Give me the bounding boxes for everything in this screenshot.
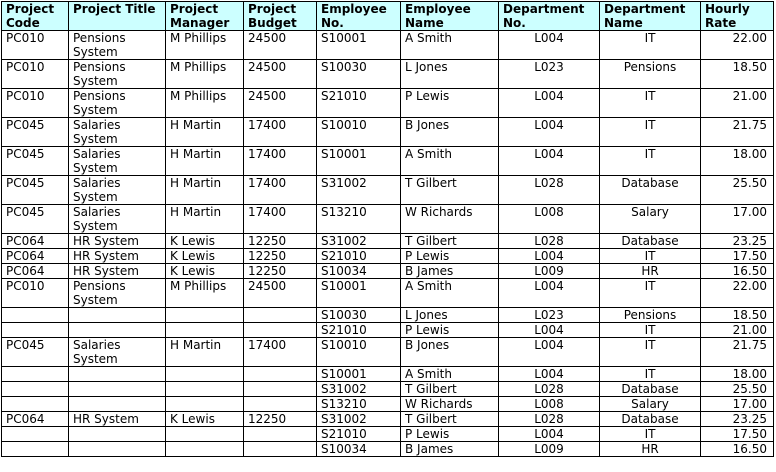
- header-hourly-rate: Hourly Rate: [701, 2, 774, 31]
- cell-employee-name: B James: [401, 264, 499, 279]
- cell-employee-name: T Gilbert: [401, 176, 499, 205]
- cell-department-name: IT: [600, 323, 701, 338]
- table-row: [2, 89, 774, 118]
- cell-department-no: L028: [499, 234, 600, 249]
- table-row: [2, 118, 774, 147]
- cell-department-no: L004: [499, 89, 600, 118]
- cell-department-name: Salary: [600, 205, 701, 234]
- cell-project-budget: [244, 308, 317, 323]
- cell-employee-name: L Jones: [401, 308, 499, 323]
- cell-hourly-rate: 18.00: [701, 367, 774, 382]
- cell-employee-name: L Jones: [401, 60, 499, 89]
- table-body: [2, 31, 774, 457]
- cell-department-no: L009: [499, 264, 600, 279]
- table-row: [2, 412, 774, 427]
- cell-department-no: L004: [499, 118, 600, 147]
- cell-project-budget: [244, 382, 317, 397]
- cell-project-manager: H Martin: [166, 176, 244, 205]
- cell-project-code: [2, 382, 69, 397]
- cell-project-manager: M Phillips: [166, 279, 244, 308]
- cell-project-title: [69, 442, 166, 457]
- cell-project-manager: [166, 442, 244, 457]
- cell-project-code: PC045: [2, 176, 69, 205]
- cell-employee-no: S31002: [317, 176, 401, 205]
- table-row: [2, 427, 774, 442]
- cell-project-code: PC045: [2, 205, 69, 234]
- cell-project-code: PC010: [2, 60, 69, 89]
- cell-employee-no: S13210: [317, 205, 401, 234]
- cell-employee-name: P Lewis: [401, 249, 499, 264]
- cell-hourly-rate: 22.00: [701, 279, 774, 308]
- cell-project-code: [2, 308, 69, 323]
- cell-project-code: [2, 367, 69, 382]
- cell-project-code: PC064: [2, 412, 69, 427]
- cell-hourly-rate: 16.50: [701, 264, 774, 279]
- cell-hourly-rate: 21.75: [701, 338, 774, 367]
- cell-department-no: L028: [499, 412, 600, 427]
- cell-project-code: PC045: [2, 147, 69, 176]
- header-department-name: Department Name: [600, 2, 701, 31]
- cell-project-budget: 17400: [244, 147, 317, 176]
- cell-project-budget: [244, 397, 317, 412]
- header-employee-name: Employee Name: [401, 2, 499, 31]
- cell-project-code: PC064: [2, 249, 69, 264]
- cell-project-budget: [244, 367, 317, 382]
- cell-project-manager: [166, 367, 244, 382]
- cell-project-code: PC064: [2, 234, 69, 249]
- table-header-row: [2, 2, 774, 31]
- cell-project-title: [69, 397, 166, 412]
- cell-project-title: [69, 427, 166, 442]
- cell-project-budget: 24500: [244, 31, 317, 60]
- cell-project-title: Salaries System: [69, 176, 166, 205]
- cell-hourly-rate: 23.25: [701, 234, 774, 249]
- cell-department-name: IT: [600, 427, 701, 442]
- cell-project-manager: H Martin: [166, 118, 244, 147]
- cell-hourly-rate: 17.00: [701, 205, 774, 234]
- table-row: [2, 234, 774, 249]
- table-row: [2, 176, 774, 205]
- cell-employee-no: S10001: [317, 279, 401, 308]
- cell-employee-no: S21010: [317, 249, 401, 264]
- cell-project-budget: 12250: [244, 264, 317, 279]
- header-department-no: Department No.: [499, 2, 600, 31]
- cell-department-name: Database: [600, 382, 701, 397]
- cell-project-budget: 12250: [244, 412, 317, 427]
- cell-employee-no: S21010: [317, 323, 401, 338]
- cell-employee-no: S10001: [317, 147, 401, 176]
- cell-employee-no: S31002: [317, 234, 401, 249]
- cell-project-budget: [244, 442, 317, 457]
- cell-project-title: Salaries System: [69, 118, 166, 147]
- cell-department-no: L008: [499, 397, 600, 412]
- cell-employee-name: B James: [401, 442, 499, 457]
- header-employee-no: Employee No.: [317, 2, 401, 31]
- cell-project-title: Pensions System: [69, 60, 166, 89]
- table-row: [2, 249, 774, 264]
- cell-department-no: L009: [499, 442, 600, 457]
- cell-hourly-rate: 17.50: [701, 427, 774, 442]
- cell-project-title: Salaries System: [69, 205, 166, 234]
- cell-project-manager: K Lewis: [166, 249, 244, 264]
- cell-employee-no: S10010: [317, 118, 401, 147]
- cell-employee-no: S10034: [317, 442, 401, 457]
- cell-hourly-rate: 17.50: [701, 249, 774, 264]
- cell-project-manager: M Phillips: [166, 31, 244, 60]
- table-row: [2, 338, 774, 367]
- cell-employee-no: S21010: [317, 89, 401, 118]
- cell-department-name: IT: [600, 31, 701, 60]
- header-project-manager: Project Manager: [166, 2, 244, 31]
- cell-project-title: Pensions System: [69, 279, 166, 308]
- cell-department-no: L004: [499, 323, 600, 338]
- cell-department-name: Database: [600, 412, 701, 427]
- cell-department-name: Pensions: [600, 60, 701, 89]
- cell-department-name: HR: [600, 264, 701, 279]
- cell-project-manager: M Phillips: [166, 89, 244, 118]
- table-row: [2, 442, 774, 457]
- table-row: [2, 147, 774, 176]
- cell-hourly-rate: 18.50: [701, 60, 774, 89]
- cell-hourly-rate: 16.50: [701, 442, 774, 457]
- cell-project-budget: 24500: [244, 60, 317, 89]
- cell-project-manager: M Phillips: [166, 60, 244, 89]
- cell-department-no: L004: [499, 367, 600, 382]
- cell-department-no: L004: [499, 249, 600, 264]
- cell-employee-no: S10034: [317, 264, 401, 279]
- cell-department-no: L028: [499, 382, 600, 397]
- cell-department-no: L008: [499, 205, 600, 234]
- cell-employee-name: A Smith: [401, 31, 499, 60]
- cell-employee-no: S10010: [317, 338, 401, 367]
- cell-project-title: [69, 308, 166, 323]
- cell-hourly-rate: 18.50: [701, 308, 774, 323]
- cell-project-title: Pensions System: [69, 31, 166, 60]
- cell-project-budget: 12250: [244, 234, 317, 249]
- cell-hourly-rate: 22.00: [701, 31, 774, 60]
- cell-project-manager: [166, 382, 244, 397]
- cell-employee-name: T Gilbert: [401, 234, 499, 249]
- cell-department-no: L004: [499, 427, 600, 442]
- cell-project-title: HR System: [69, 412, 166, 427]
- cell-department-no: L023: [499, 60, 600, 89]
- cell-project-manager: H Martin: [166, 147, 244, 176]
- cell-project-budget: 17400: [244, 338, 317, 367]
- cell-project-budget: 17400: [244, 176, 317, 205]
- cell-project-code: PC010: [2, 89, 69, 118]
- cell-department-name: IT: [600, 118, 701, 147]
- table-row: [2, 382, 774, 397]
- cell-department-no: L023: [499, 308, 600, 323]
- cell-hourly-rate: 23.25: [701, 412, 774, 427]
- cell-project-budget: [244, 323, 317, 338]
- cell-project-manager: [166, 323, 244, 338]
- cell-department-name: IT: [600, 338, 701, 367]
- cell-employee-name: P Lewis: [401, 89, 499, 118]
- cell-hourly-rate: 21.75: [701, 118, 774, 147]
- cell-project-manager: H Martin: [166, 205, 244, 234]
- cell-department-name: IT: [600, 249, 701, 264]
- cell-hourly-rate: 25.50: [701, 382, 774, 397]
- cell-employee-no: S21010: [317, 427, 401, 442]
- cell-employee-no: S10030: [317, 60, 401, 89]
- cell-department-name: IT: [600, 147, 701, 176]
- cell-project-manager: H Martin: [166, 338, 244, 367]
- cell-employee-name: B Jones: [401, 118, 499, 147]
- cell-employee-name: T Gilbert: [401, 412, 499, 427]
- cell-project-manager: K Lewis: [166, 412, 244, 427]
- cell-project-title: [69, 382, 166, 397]
- cell-employee-name: A Smith: [401, 367, 499, 382]
- cell-department-name: IT: [600, 89, 701, 118]
- cell-employee-no: S10001: [317, 367, 401, 382]
- cell-employee-no: S13210: [317, 397, 401, 412]
- cell-project-budget: 24500: [244, 89, 317, 118]
- cell-project-code: PC045: [2, 118, 69, 147]
- header-project-budget: Project Budget: [244, 2, 317, 31]
- cell-department-name: Database: [600, 234, 701, 249]
- cell-project-manager: [166, 397, 244, 412]
- cell-project-code: PC010: [2, 31, 69, 60]
- cell-employee-no: S31002: [317, 412, 401, 427]
- cell-project-manager: [166, 308, 244, 323]
- table-row: [2, 31, 774, 60]
- cell-hourly-rate: 25.50: [701, 176, 774, 205]
- cell-employee-no: S31002: [317, 382, 401, 397]
- cell-employee-name: A Smith: [401, 147, 499, 176]
- cell-department-no: L004: [499, 279, 600, 308]
- cell-employee-name: P Lewis: [401, 323, 499, 338]
- cell-department-name: Database: [600, 176, 701, 205]
- cell-project-manager: K Lewis: [166, 264, 244, 279]
- cell-employee-name: B Jones: [401, 338, 499, 367]
- cell-project-title: [69, 367, 166, 382]
- cell-department-no: L004: [499, 338, 600, 367]
- cell-employee-name: W Richards: [401, 205, 499, 234]
- table-row: [2, 60, 774, 89]
- cell-project-title: [69, 323, 166, 338]
- table-row: [2, 279, 774, 308]
- cell-department-name: IT: [600, 279, 701, 308]
- cell-hourly-rate: 21.00: [701, 323, 774, 338]
- cell-project-code: [2, 427, 69, 442]
- header-project-title: Project Title: [69, 2, 166, 31]
- cell-department-name: Salary: [600, 397, 701, 412]
- cell-employee-name: T Gilbert: [401, 382, 499, 397]
- cell-department-no: L004: [499, 147, 600, 176]
- cell-project-manager: K Lewis: [166, 234, 244, 249]
- cell-department-name: IT: [600, 367, 701, 382]
- cell-project-budget: 17400: [244, 205, 317, 234]
- cell-project-budget: [244, 427, 317, 442]
- table-row: [2, 205, 774, 234]
- cell-project-title: HR System: [69, 234, 166, 249]
- project-employee-table: [1, 1, 774, 457]
- cell-project-budget: 17400: [244, 118, 317, 147]
- cell-project-code: [2, 323, 69, 338]
- cell-project-code: PC045: [2, 338, 69, 367]
- table-row: [2, 264, 774, 279]
- header-project-code: Project Code: [2, 2, 69, 31]
- table-row: [2, 323, 774, 338]
- cell-department-name: HR: [600, 442, 701, 457]
- cell-department-name: Pensions: [600, 308, 701, 323]
- cell-hourly-rate: 17.00: [701, 397, 774, 412]
- cell-project-code: [2, 442, 69, 457]
- cell-project-budget: 12250: [244, 249, 317, 264]
- table-row: [2, 308, 774, 323]
- cell-department-no: L028: [499, 176, 600, 205]
- cell-project-title: Salaries System: [69, 147, 166, 176]
- cell-project-code: [2, 397, 69, 412]
- cell-project-budget: 24500: [244, 279, 317, 308]
- cell-department-no: L004: [499, 31, 600, 60]
- table-row: [2, 367, 774, 382]
- cell-employee-no: S10001: [317, 31, 401, 60]
- table-row: [2, 397, 774, 412]
- cell-project-title: HR System: [69, 249, 166, 264]
- cell-hourly-rate: 18.00: [701, 147, 774, 176]
- cell-hourly-rate: 21.00: [701, 89, 774, 118]
- cell-project-title: Pensions System: [69, 89, 166, 118]
- cell-employee-name: W Richards: [401, 397, 499, 412]
- cell-project-title: Salaries System: [69, 338, 166, 367]
- cell-project-title: HR System: [69, 264, 166, 279]
- cell-project-code: PC010: [2, 279, 69, 308]
- cell-employee-no: S10030: [317, 308, 401, 323]
- cell-project-code: PC064: [2, 264, 69, 279]
- cell-employee-name: A Smith: [401, 279, 499, 308]
- cell-project-manager: [166, 427, 244, 442]
- cell-employee-name: P Lewis: [401, 427, 499, 442]
